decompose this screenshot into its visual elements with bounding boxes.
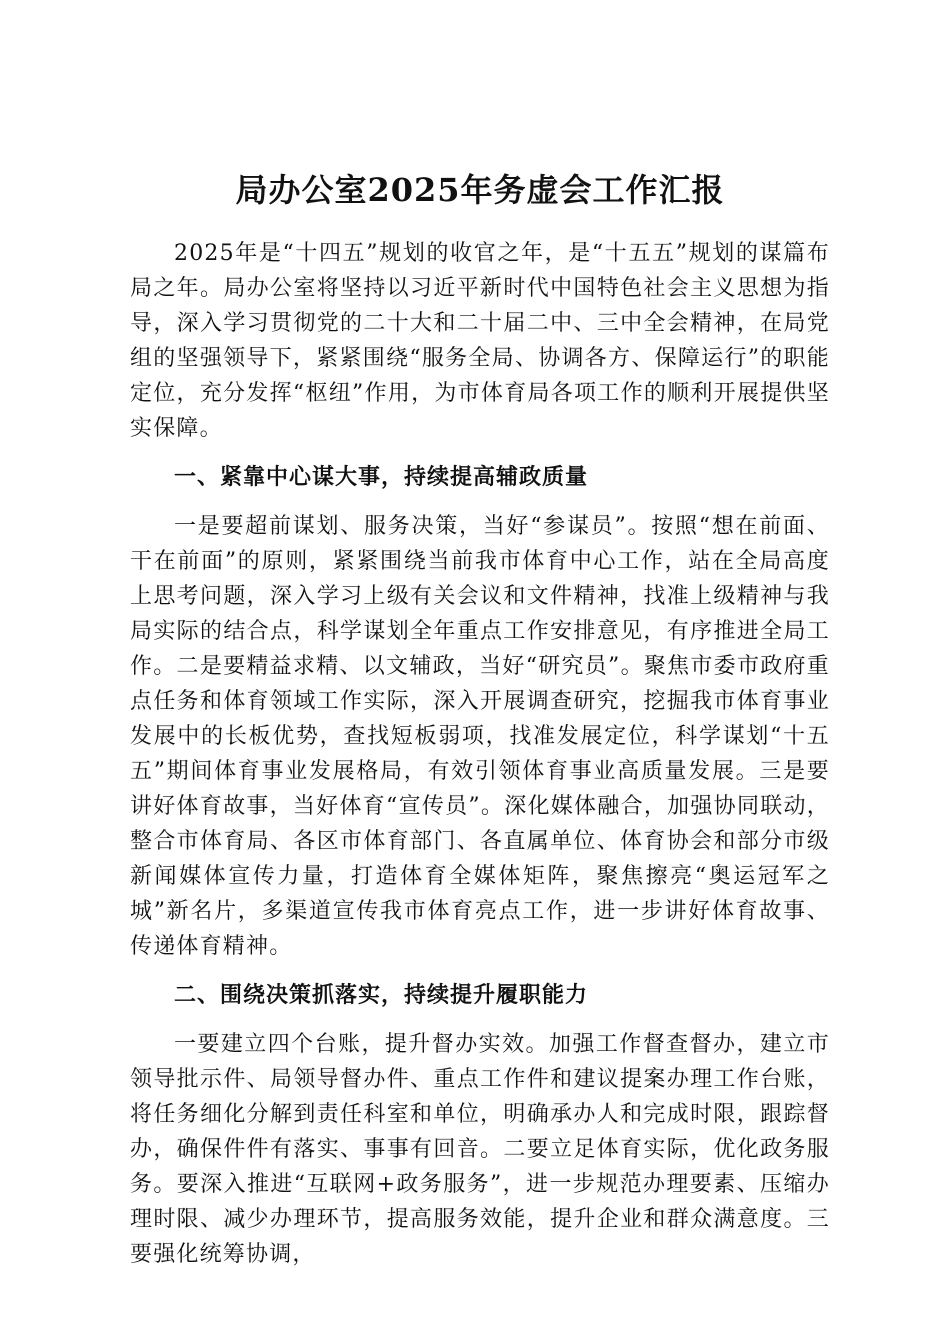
document-title	[130, 168, 830, 212]
title-year: 2025	[367, 171, 461, 209]
section-body-1: 一是要超前谋划、服务决策，当好“参谋员”。按照“想在前面、干在前面”的原则，紧紧围绕当前我市体育中心工作，站在全局高度上思考问题，深入学习上级有关会议和文件精神，找准上级精神与我局实际的结合点，科学谋划全年重点工作安排意见，有序推进全局工作。二是要精益求精、以文辅政，当好“研究员”。聚焦市委市政府重点任务和体育领域工作实际，深入开展调查研究，挖掘我市体育事业发展中的长板优势，查找短板弱项，找准发展定位，科学谋划“十五五”期间体育事业发展格局，有效引领体育事业高质量发展。三是要讲好体育故事，当好体育“宣传员”。深化媒体融合，加强协同联动，整合市体育局、各区市体育部门、各直属单位、体育协会和部分市级新闻媒体宣传力量，打造体育全媒体矩阵，聚焦擦亮“奥运冠军之城”新名片，多渠道宣传我市体育亮点工作，进一步讲好体育故事、传递体育精神。	[130, 514, 830, 959]
section-heading-2: 二、围绕决策抓落实，持续提升履职能力	[174, 982, 589, 1008]
section-body-2: 一要建立四个台账，提升督办实效。加强工作督查督办，建立市领导批示件、局领导督办件、重点工作件和建议提案办理工作台账，将任务细化分解到责任科室和单位，明确承办人和完成时限，跟踪督办，确保件件有落实、事事有回音。二要立足体育实际，优化政务服务。要深入推进“互联网+政务服务”，进一步规范办理要素、压缩办理时限、减少办理环节，提高服务效能，提升企业和群众满意度。三要强化统筹协调，	[130, 1032, 830, 1267]
title-suffix: 年务虚会工作汇报	[460, 171, 725, 209]
section-heading-1: 一、紧靠中心谋大事，持续提高辅政质量	[174, 464, 589, 490]
document-page	[130, 168, 830, 1272]
intro-paragraph: 2025年是“十四五”规划的收官之年，是“十五五”规划的谋篇布局之年。局办公室将坚持以习近平新时代中国特色社会主义思想为指导，深入学习贯彻党的二十大和二十届二中、三中全会精神，在局党组的坚强领导下，紧紧围绕“服务全局、协调各方、保障运行”的职能定位，充分发挥“枢纽”作用，为市体育局各项工作的顺利开展提供坚实保障。	[130, 241, 830, 441]
title-prefix: 局办公室	[235, 171, 368, 209]
